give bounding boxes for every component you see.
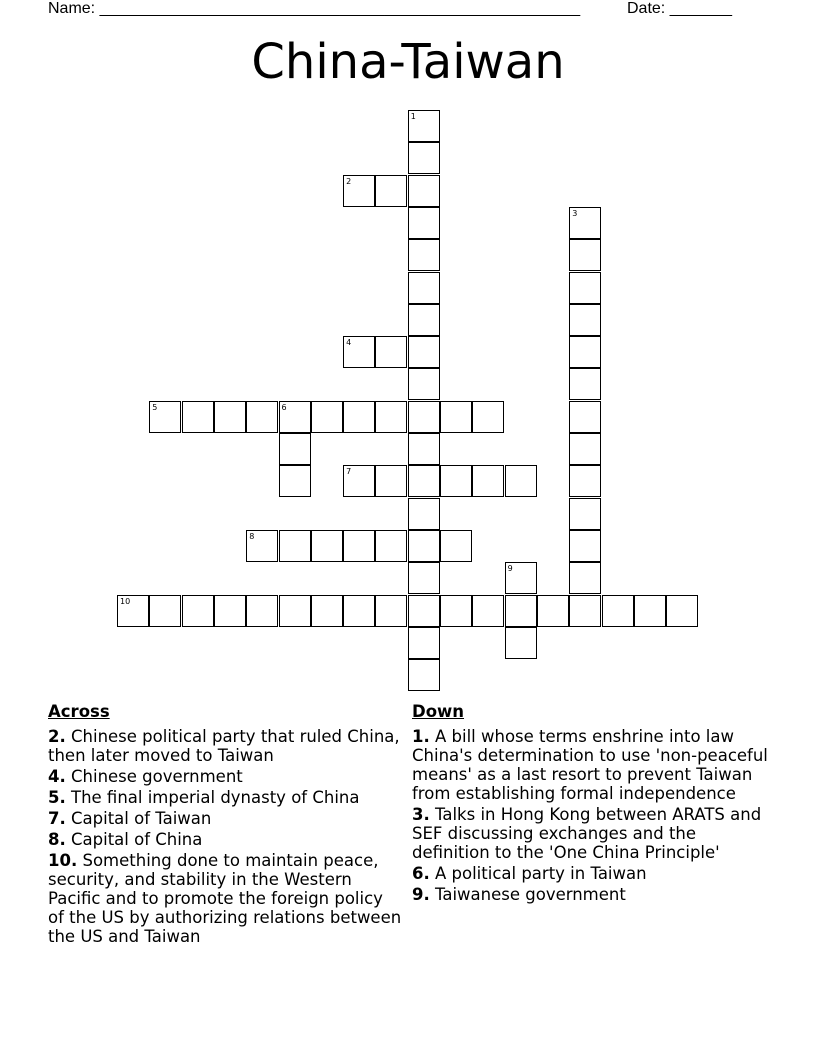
- grid-cell[interactable]: [408, 627, 440, 659]
- clue-text: Talks in Hong Kong between ARATS and SEF discussing exchanges and the definition to the 'One China Principle': [412, 805, 762, 862]
- grid-cell[interactable]: [569, 239, 601, 271]
- grid-cell[interactable]: [569, 272, 601, 304]
- grid-cell[interactable]: [472, 401, 504, 433]
- across-clue: [48, 830, 403, 849]
- clue-text: Chinese political party that ruled China, then later moved to Taiwan: [48, 727, 400, 765]
- down-clue: [412, 864, 772, 883]
- grid-cell[interactable]: [505, 465, 537, 497]
- grid-cell[interactable]: [408, 142, 440, 174]
- cell-number: 4: [346, 338, 352, 348]
- clue-number: 4.: [48, 767, 66, 786]
- grid-cell[interactable]: [182, 595, 214, 627]
- grid-cell[interactable]: [408, 304, 440, 336]
- clue-number: 5.: [48, 788, 66, 807]
- grid-cell[interactable]: [440, 465, 472, 497]
- grid-cell[interactable]: [408, 207, 440, 239]
- grid-cell[interactable]: [440, 530, 472, 562]
- grid-cell[interactable]: [472, 595, 504, 627]
- clue-text: The final imperial dynasty of China: [71, 788, 360, 807]
- clue-number: 2.: [48, 727, 66, 746]
- clue-text: A political party in Taiwan: [435, 864, 647, 883]
- grid-cell[interactable]: [408, 401, 440, 433]
- cell-number: 6: [281, 402, 287, 412]
- cell-number: 2: [346, 176, 352, 186]
- grid-cell[interactable]: [408, 272, 440, 304]
- grid-cell[interactable]: [569, 530, 601, 562]
- grid-cell[interactable]: [214, 401, 246, 433]
- across-clues: [48, 702, 403, 948]
- clue-text: Capital of Taiwan: [71, 809, 212, 828]
- clue-number: 8.: [48, 830, 66, 849]
- cell-number: 7: [346, 467, 352, 477]
- grid-cell[interactable]: [408, 175, 440, 207]
- grid-cell[interactable]: [343, 175, 375, 207]
- clue-number: 7.: [48, 809, 66, 828]
- grid-cell[interactable]: [569, 465, 601, 497]
- across-clue-list: [48, 727, 403, 946]
- grid-cell[interactable]: [246, 401, 278, 433]
- grid-cell[interactable]: [569, 401, 601, 433]
- grid-cell[interactable]: [375, 401, 407, 433]
- date-line[interactable]: Date: _______: [627, 0, 732, 17]
- grid-cell[interactable]: [149, 401, 181, 433]
- grid-cell[interactable]: [408, 433, 440, 465]
- grid-cell[interactable]: [569, 304, 601, 336]
- grid-cell[interactable]: [279, 401, 311, 433]
- grid-cell[interactable]: [408, 562, 440, 594]
- grid-cell[interactable]: [408, 465, 440, 497]
- clue-number: 6.: [412, 864, 430, 883]
- grid-cell[interactable]: [408, 368, 440, 400]
- clue-text: Taiwanese government: [435, 885, 626, 904]
- grid-cell[interactable]: [311, 595, 343, 627]
- clue-number: 9.: [412, 885, 430, 904]
- grid-cell[interactable]: [311, 530, 343, 562]
- down-clue: [412, 885, 772, 904]
- grid-cell[interactable]: [375, 595, 407, 627]
- clue-number: 10.: [48, 851, 78, 870]
- grid-cell[interactable]: [505, 627, 537, 659]
- grid-cell[interactable]: [440, 595, 472, 627]
- grid-cell[interactable]: [279, 465, 311, 497]
- grid-cell[interactable]: [602, 595, 634, 627]
- grid-cell[interactable]: [569, 595, 601, 627]
- cell-number: 9: [507, 564, 513, 574]
- cell-number: 3: [572, 208, 578, 218]
- name-line[interactable]: Name: ______________________________________________________: [48, 0, 581, 17]
- clue-text: Capital of China: [71, 830, 203, 849]
- grid-cell[interactable]: [408, 595, 440, 627]
- down-clues: [412, 702, 772, 906]
- down-heading: Down: [412, 702, 465, 721]
- clue-number: 1.: [412, 727, 430, 746]
- grid-cell[interactable]: [634, 595, 666, 627]
- grid-cell[interactable]: [569, 368, 601, 400]
- grid-cell[interactable]: [343, 336, 375, 368]
- clue-text: A bill whose terms enshrine into law China's determination to use 'non-peaceful means' as a last resort to prevent Taiwan from establishing formal independence: [412, 727, 768, 803]
- grid-cell[interactable]: [408, 239, 440, 271]
- grid-cell[interactable]: [569, 207, 601, 239]
- cell-number: 8: [249, 531, 255, 541]
- grid-cell[interactable]: [505, 562, 537, 594]
- grid-cell[interactable]: [343, 401, 375, 433]
- grid-cell[interactable]: [440, 401, 472, 433]
- grid-cell[interactable]: [408, 336, 440, 368]
- across-clue: [48, 851, 403, 946]
- grid-cell[interactable]: [375, 465, 407, 497]
- down-clue-list: [412, 727, 772, 904]
- across-clue: [48, 788, 403, 807]
- down-clue: [412, 805, 772, 862]
- grid-cell[interactable]: [408, 498, 440, 530]
- clue-number: 3.: [412, 805, 430, 824]
- grid-cell[interactable]: [375, 530, 407, 562]
- grid-cell[interactable]: [408, 110, 440, 142]
- grid-cell[interactable]: [246, 530, 278, 562]
- grid-cell[interactable]: [214, 595, 246, 627]
- grid-cell[interactable]: [569, 433, 601, 465]
- across-clue: [48, 767, 403, 786]
- grid-cell[interactable]: [343, 530, 375, 562]
- down-clue: [412, 727, 772, 803]
- grid-cell[interactable]: [182, 401, 214, 433]
- grid-cell[interactable]: [408, 659, 440, 691]
- clue-text: Chinese government: [71, 767, 243, 786]
- grid-cell[interactable]: [117, 595, 149, 627]
- puzzle-title: China-Taiwan: [251, 34, 565, 90]
- across-clue: [48, 809, 403, 828]
- grid-cell[interactable]: [279, 595, 311, 627]
- grid-cell[interactable]: [246, 595, 278, 627]
- across-clue: [48, 727, 403, 765]
- grid-cell[interactable]: [149, 595, 181, 627]
- grid-cell[interactable]: [279, 433, 311, 465]
- grid-cell[interactable]: [375, 336, 407, 368]
- grid-cell[interactable]: [311, 401, 343, 433]
- grid-cell[interactable]: [343, 465, 375, 497]
- grid-cell[interactable]: [375, 175, 407, 207]
- grid-cell[interactable]: [472, 465, 504, 497]
- grid-cell[interactable]: [537, 595, 569, 627]
- grid-cell[interactable]: [666, 595, 698, 627]
- grid-cell[interactable]: [569, 562, 601, 594]
- grid-cell[interactable]: [279, 530, 311, 562]
- grid-cell[interactable]: [569, 498, 601, 530]
- across-heading: Across: [48, 702, 110, 721]
- cell-number: 10: [120, 596, 131, 606]
- grid-cell[interactable]: [343, 595, 375, 627]
- grid-cell[interactable]: [408, 530, 440, 562]
- grid-cell[interactable]: [505, 595, 537, 627]
- cell-number: 1: [410, 112, 416, 121]
- clue-text: Something done to maintain peace, security, and stability in the Western Pacific and to promote the foreign policy of the US by authorizing relations between the US and Taiwan: [48, 851, 402, 946]
- cell-number: 5: [152, 402, 158, 412]
- grid-cell[interactable]: [569, 336, 601, 368]
